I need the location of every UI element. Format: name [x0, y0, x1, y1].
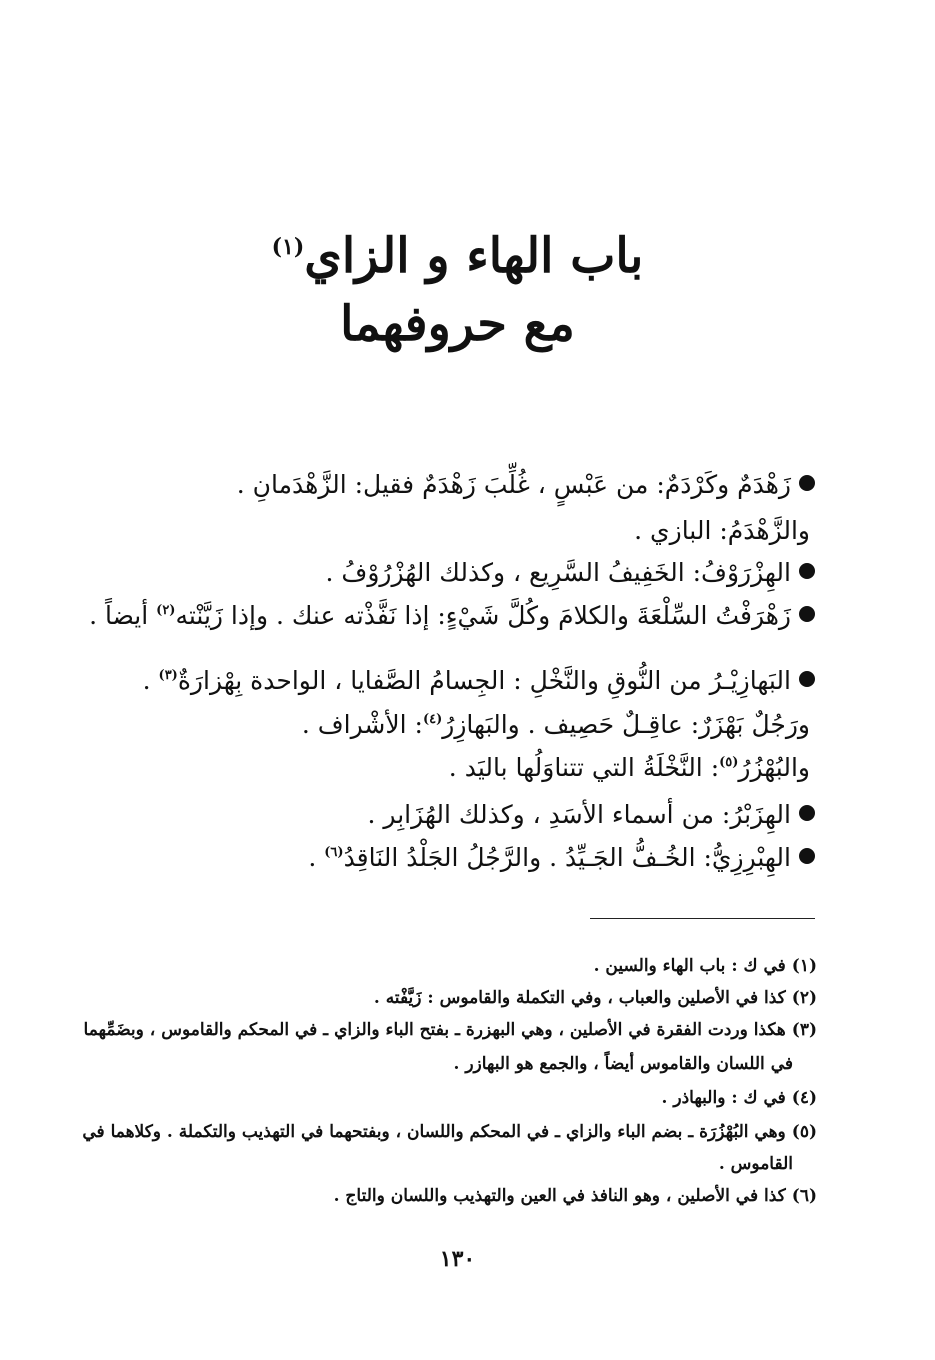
entry-text-tail: .	[308, 843, 325, 872]
bullet-icon	[799, 475, 815, 491]
entry-hizrawf	[70, 560, 815, 585]
footnote-number: (٤)	[791, 1088, 817, 1108]
footnote-5-continuation	[86, 1156, 793, 1173]
footnote-marker: (٣)	[158, 668, 178, 683]
footnote-marker: (٦)	[324, 845, 344, 860]
footnote-text: كذا في الأصلين ، وهو النافذ في العين والتهذيب واللسان والتاج .	[333, 1186, 786, 1206]
bullet-icon	[799, 563, 815, 579]
entry-text: ورَجُلٌ بَهْزَرٌ: عاقِـلٌ حَصِيف . والبَهازِرُ	[442, 710, 810, 739]
chapter-title-text: باب الهاء و الزاي	[304, 228, 644, 284]
chapter-title	[0, 228, 935, 284]
entry-text: الهِزَبْرُ: من أسماء الأسَدِ ، وكذلك الهُزَابِر .	[367, 800, 791, 829]
entry-text: الهِبْرِزِيُّ: الخُـفُّ الجَـيِّدُ . والرَّجُلُ الجَلْدُ النَاقِدُ	[343, 843, 791, 872]
entry-text: والبُهْزُرُ	[738, 753, 810, 782]
chapter-title-footnote-marker: (١)	[271, 234, 305, 260]
bullet-icon	[799, 606, 815, 622]
footnote-text: في اللسان والقاموس أيضاً ، والجمع هو البهازر .	[453, 1054, 793, 1074]
footnote-4	[86, 1090, 817, 1107]
footnote-6	[86, 1188, 817, 1205]
footnote-number: (٥)	[791, 1122, 817, 1142]
footnote-text: هكذا وردت الفقرة في الأصلين ، وهي البهزرة ـ بفتح الباء والزاي ـ في المحكم والقاموس ، وبضَمِّهما	[83, 1020, 786, 1040]
footnote-number: (٦)	[791, 1186, 817, 1206]
footnote-text: في ك : باب الهاء والسين .	[593, 956, 786, 976]
footnote-text: القاموس .	[718, 1154, 793, 1174]
entry-hizabr	[70, 802, 815, 827]
bullet-icon	[799, 805, 815, 821]
bullet-icon	[799, 671, 815, 687]
footnote-number: (٢)	[791, 988, 817, 1008]
entry-text: زَهْرَفْتُ السِّلْعَةَ والكلامَ وكُلَّ شَيْءٍ: إذا نَفَّذْته عنك . وإذا زَيَّنْته	[175, 601, 791, 630]
entry-text-tail: .	[142, 666, 159, 695]
footnote-number: (١)	[791, 956, 817, 976]
entry-buhzur	[70, 755, 810, 780]
entry-bahazir	[70, 668, 815, 693]
entry-text: البَهازِيْـرُ من النُّوقِ والنَّخْلِ : الجِسامُ الصَّفايا ، الواحدة بِهْزارَةٌ	[177, 666, 791, 695]
footnote-text: وهي البُهْزُرَة ـ بضم الباء والزاي ـ في المحكم واللسان ، وبفتحهما في التهذيب والتكملة . وكلاهما في	[82, 1122, 786, 1142]
footnote-5	[82, 1122, 817, 1142]
footnote-1	[86, 958, 817, 975]
bullet-icon	[799, 848, 815, 864]
entry-text: زَهْدَمٌ وكَرْدَمٌ: من عَبْسٍ ، غُلِّبَ زَهْدَمٌ فقيل: الزَّهْدَمانِ .	[236, 470, 791, 499]
footnote-marker: (٤)	[422, 712, 443, 727]
footnote-3	[83, 1020, 817, 1040]
entry-zahdam-continuation	[70, 518, 810, 543]
entry-bahzar	[70, 712, 810, 737]
entry-text-tail: : الأشْراف .	[301, 710, 423, 739]
footnote-marker: (٥)	[719, 755, 739, 770]
footnote-text: كذا في الأصلين والعباب ، وفي التكملة والقاموس : زَيَّفْته .	[373, 988, 786, 1008]
page-number: ١٣٠	[439, 1246, 476, 1272]
chapter-subtitle	[0, 296, 935, 352]
footnote-2	[86, 990, 817, 1007]
entry-hibrizi	[70, 845, 815, 870]
entry-zahraftu	[70, 603, 815, 628]
entry-text-tail: أيضاً .	[89, 601, 157, 630]
entry-text-tail: : النَّخْلَةُ التي تتناوَلُها باليَد .	[448, 753, 720, 782]
entry-zahdam	[70, 472, 815, 497]
entry-text: والزَّهْدَمُ: البازي .	[634, 516, 810, 545]
chapter-subtitle-text: مع حروفهما	[340, 296, 575, 352]
entry-text: الهِزْرَوْفُ: الخَفِيفُ السَّرِيع ، وكذلك الهُزْرُوْفُ .	[325, 558, 791, 587]
footnote-number: (٣)	[791, 1020, 817, 1040]
footnote-marker: (٢)	[156, 603, 176, 618]
footnote-separator	[590, 918, 815, 919]
footnote-3-continuation	[86, 1056, 793, 1073]
footnote-text: في ك : والبهاذر .	[661, 1088, 786, 1108]
